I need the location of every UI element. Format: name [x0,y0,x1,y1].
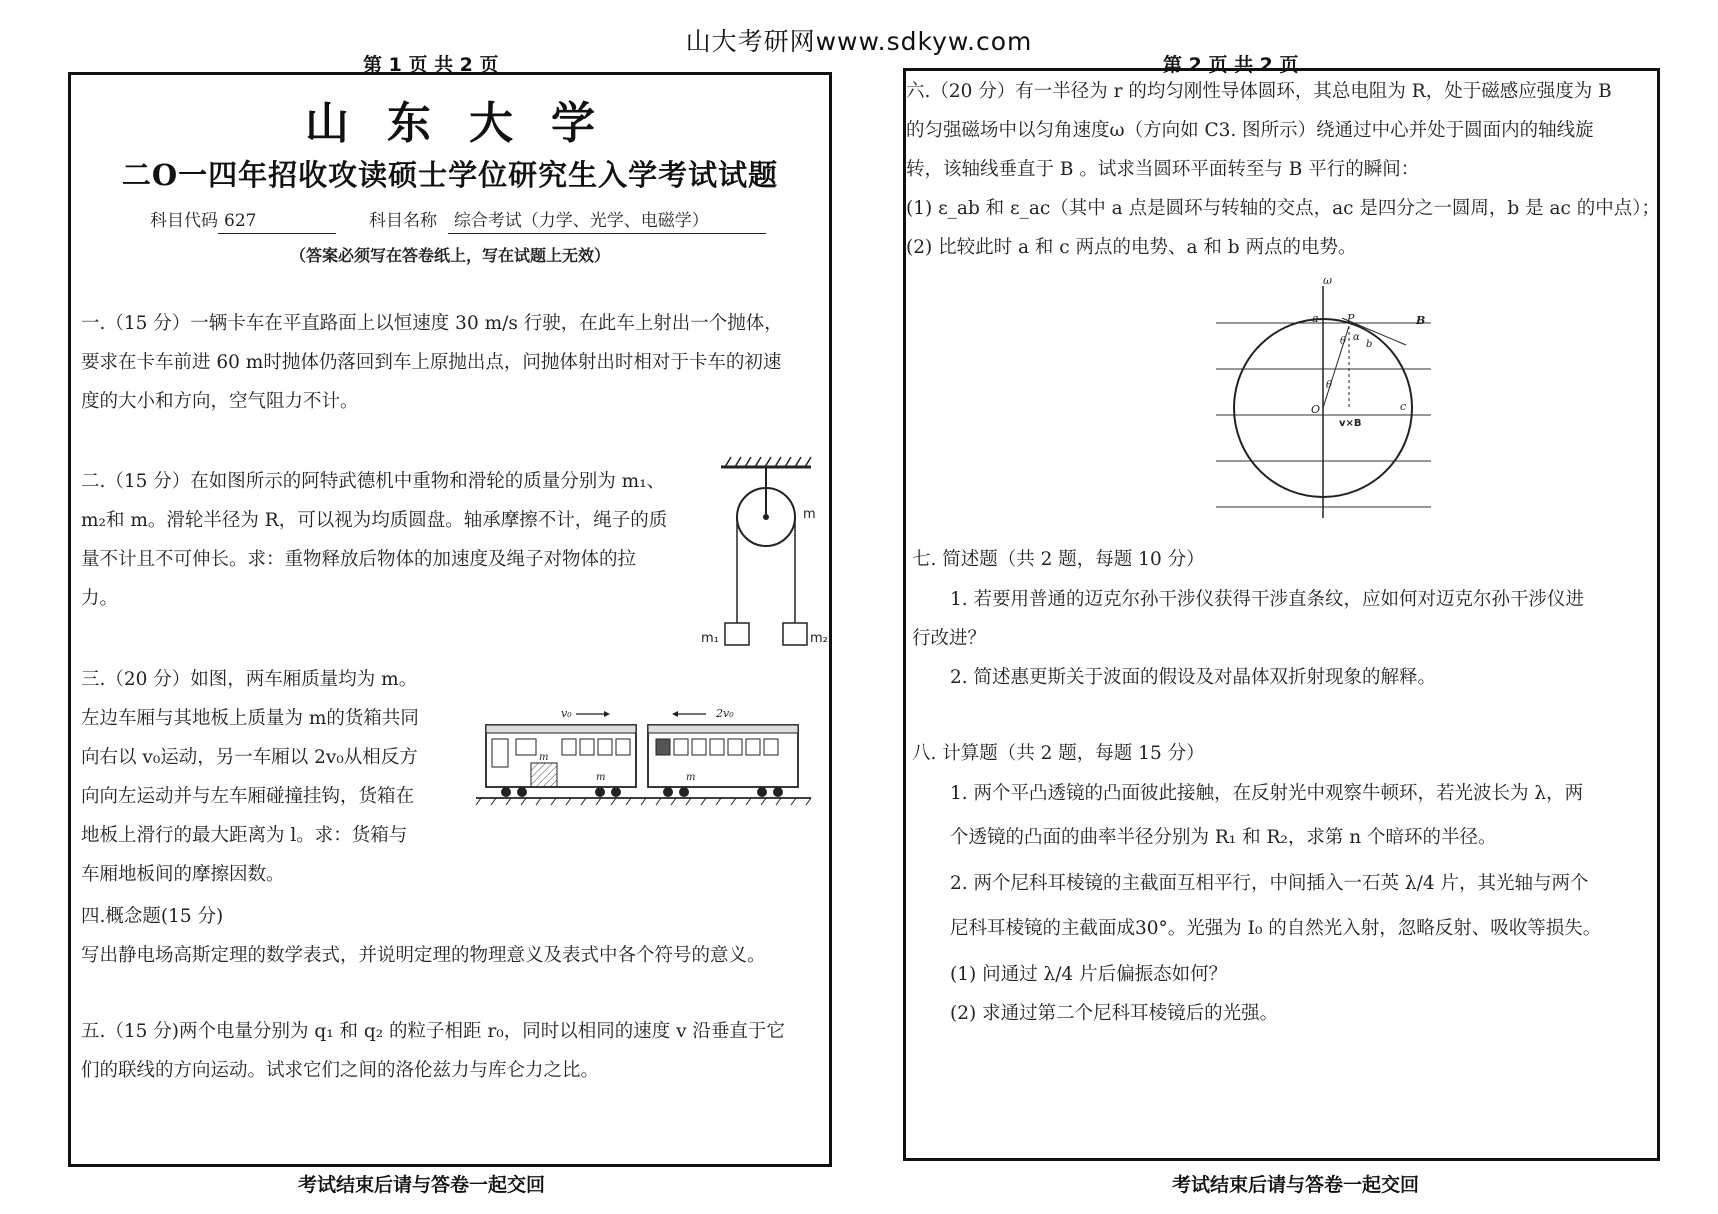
track-hatch [476,798,811,805]
atwood-machine-figure [701,455,831,655]
mass-m1-block [725,623,749,645]
label-m-car2: m [686,772,696,783]
q1-line: 要求在卡车前进 60 m时抛体仍落回到车上原抛出点，问抛体射出时相对于卡车的初速 [81,352,782,373]
subject-name-row [369,206,766,234]
q3-line: 左边车厢与其地板上质量为 m的货箱共同 [81,708,419,729]
q8-line: (2) 求通过第二个尼科耳棱镜后的光强。 [950,1003,1279,1024]
q8-line: 个透镜的凸面的曲率半径分别为 R₁ 和 R₂，求第 n 个暗环的半径。 [950,827,1497,848]
q2-line: m₂和 m。滑轮半径为 R，可以视为均质圆盘。轴承摩擦不计，绳子的质 [81,510,668,531]
label-theta-bottom: θ [1326,380,1333,391]
page1-frame [68,72,832,1167]
q7-line: 1. 若要用普通的迈克尔孙干涉仪获得干涉直条纹，应如何对迈克尔孙干涉仪进 [950,589,1585,610]
label-a: a [1312,312,1319,325]
q3-line: 三.（20 分）如图，两车厢质量均为 m。 [81,669,418,690]
mass-m2-block [783,623,807,645]
q6-line: 转，该轴线垂直于 B 。试求当圆环平面转至与 B 平行的瞬间： [906,159,1420,180]
q8-line: 2. 两个尼科耳棱镜的主截面互相平行，中间插入一石英 λ/4 片，其光轴与两个 [950,873,1589,894]
label-m2: m₂ [810,631,828,646]
q6-line: 六.（20 分）有一半径为 r 的均匀刚性导体圆环，其总电阻为 R，处于磁感应强度为 B [906,81,1612,102]
q4-line: 四.概念题(15 分) [81,906,224,927]
q8-line: 尼科耳棱镜的主截面成30°。光强为 I₀ 的自然光入射，忽略反射、吸收等损失。 [950,918,1602,939]
q5-line: 们的联线的方向运动。试求它们之间的洛伦兹力与库仑力之比。 [81,1060,600,1081]
label-2v0: 2v₀ [716,707,734,720]
q6-line: (1) ε_ab 和 ε_ac（其中 a 点是圆环与转轴的交点，ac 是四分之一圆周，b 是 ac 的中点）； [906,198,1660,219]
page2-frame [903,68,1660,1161]
right-car-body [648,725,798,787]
site-header: 山大考研网www.sdkyw.com [685,27,1033,56]
right-car-roof [648,725,798,733]
label-b-field: B [1416,314,1426,327]
answer-notice: （答案必须写在答卷纸上，写在试题上无效） [289,246,610,265]
q6-line: 的匀强磁场中以匀角速度ω（方向如 C3. 图所示）绕通过中心并处于圆面内的轴线旋 [906,120,1594,141]
label-p: P [1347,312,1355,325]
right-car-window [656,739,670,755]
label-m-box: m [539,752,549,763]
q2-line: 力。 [81,588,119,609]
school-name: 山东大学 [305,98,633,149]
q7-line: 七. 简述题（共 2 题，每题 10 分） [912,549,1205,570]
wheels [501,787,783,797]
subject-code-value: 627 [218,211,336,234]
q4-line: 写出静电场高斯定理的数学表式，并说明定理的物理意义及表式中各个符号的意义。 [81,945,766,966]
page2-footer: 考试结束后请与答卷一起交回 [1172,1174,1420,1196]
q3-line: 向向左运动并与左车厢碰撞挂钩，货箱在 [81,786,415,807]
q2-line: 二.（15 分）在如图所示的阿特武德机中重物和滑轮的质量分别为 m₁、 [81,471,666,492]
q3-line: 车厢地板间的摩擦因数。 [81,864,285,885]
pulley-axle [763,514,769,520]
page1-label: 第 1 页 共 2 页 [363,54,499,76]
q3-line: 向右以 v₀运动，另一车厢以 2v₀从相反方 [81,747,418,768]
label-o: O [1311,403,1321,416]
label-alpha: α [1353,332,1360,343]
q5-line: 五.（15 分)两个电量分别为 q₁ 和 q₂ 的粒子相距 r₀，同时以相同的速度 v 沿垂直于它 [81,1021,785,1042]
q1-line: 一.（15 分）一辆卡车在平直路面上以恒速度 30 m/s 行驶，在此车上射出一个抛体， [81,313,783,334]
subject-code-row [150,206,336,234]
label-m: m [803,507,816,522]
subject-name-label: 科目名称 [369,211,437,231]
q7-line: 行改进？ [912,628,987,649]
exam-title: 二O一四年招收攻读硕士学位研究生入学考试试题 [121,158,779,192]
label-v0: v₀ [561,707,572,720]
v0-arrowhead [604,711,610,717]
ring-field-figure [1216,274,1446,526]
2v0-arrowhead [672,711,678,717]
subject-name-value: 综合考试（力学、光学、电磁学） [448,206,766,234]
page1-footer: 考试结束后请与答卷一起交回 [298,1174,546,1196]
label-c: c [1400,400,1407,413]
q8-line: (1) 问通过 λ/4 片后偏振态如何？ [950,964,1228,985]
q2-line: 量不计且不可伸长。求：重物释放后物体的加速度及绳子对物体的拉 [81,549,637,570]
q3-line: 地板上滑行的最大距离为 l。求：货箱与 [81,825,408,846]
label-m-car1: m [596,772,606,783]
subject-code-label: 科目代码 [150,211,218,231]
label-m1: m₁ [701,631,719,646]
q8-line: 八. 计算题（共 2 题，每题 15 分） [912,743,1205,764]
q7-line: 2. 简述惠更斯关于波面的假设及对晶体双折射现象的解释。 [950,667,1437,688]
q8-line: 1. 两个平凸透镜的凸面彼此接触，在反射光中观察牛顿环，若光波长为 λ，两 [950,783,1584,804]
page2-label: 第 2 页 共 2 页 [1163,54,1299,76]
label-theta-top: θ [1340,336,1347,347]
q1-line: 度的大小和方向，空气阻力不计。 [81,391,359,412]
label-omega: ω [1323,274,1332,287]
train-cars-figure [476,705,816,820]
q6-line: (2) 比较此时 a 和 c 两点的电势、a 和 b 两点的电势。 [906,237,1357,258]
left-car-roof [486,725,636,733]
label-b-point: b [1366,339,1373,350]
cargo-box [531,763,557,787]
label-vxb: v×B [1339,418,1362,429]
